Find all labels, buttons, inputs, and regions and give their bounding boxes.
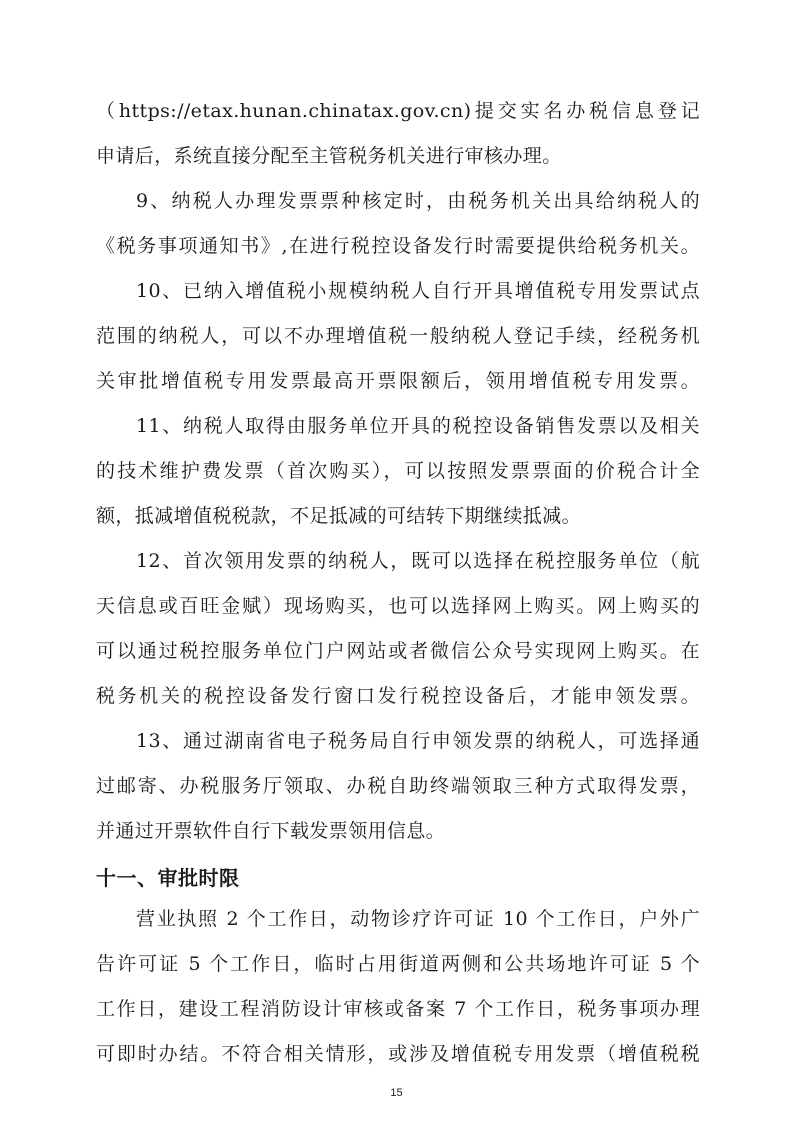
- page-number: 15: [390, 1087, 403, 1099]
- paragraph-13-line-1: 13、通过湖南省电子税务局自行申领发票的纳税人，可选择通: [136, 730, 700, 752]
- paragraph-12-line-3: 可以通过税控服务单位门户网站或者微信公众号实现网上购买。在: [96, 640, 700, 662]
- paragraph-11-line-2: 的技术维护费发票（首次购买），可以按照发票票面的价税合计全: [96, 460, 700, 482]
- section-11-line-3: 工作日，建设工程消防设计审核或备案 7 个工作日，税务事项办理: [96, 998, 700, 1020]
- paragraph-9-line-2: 《税务事项通知书》,在进行税控设备发行时需要提供给税务机关。: [96, 235, 700, 257]
- paragraph-8-line-2: 申请后，系统直接分配至主管税务机关进行审核办理。: [96, 145, 562, 167]
- section-11-line-1: 营业执照 2 个工作日，动物诊疗许可证 10 个工作日，户外广: [136, 908, 700, 930]
- paragraph-10-line-2: 范围的纳税人，可以不办理增值税一般纳税人登记手续，经税务机: [96, 325, 700, 347]
- paragraph-12-line-1: 12、首次领用发票的纳税人，既可以选择在税控服务单位（航: [136, 550, 700, 572]
- paragraph-12-line-4: 税务机关的税控设备发行窗口发行税控设备后，才能申领发票。: [96, 685, 700, 707]
- paragraph-12-line-2: 天信息或百旺金赋）现场购买，也可以选择网上购买。网上购买的: [96, 595, 700, 617]
- paragraph-13-line-3: 并通过开票软件自行下载发票领用信息。: [96, 820, 446, 842]
- paragraph-8-line-1: （https://etax.hunan.chinatax.gov.cn)提交实名办税信息登记: [96, 100, 700, 122]
- paragraph-9-line-1: 9、纳税人办理发票票种核定时，由税务机关出具给纳税人的: [136, 190, 700, 212]
- section-11-line-4: 可即时办结。不符合相关情形，或涉及增值税专用发票（增值税税: [96, 1043, 700, 1065]
- section-heading: 十一、审批时限: [96, 866, 240, 890]
- section-11-line-2: 告许可证 5 个工作日，临时占用街道两侧和公共场地许可证 5 个: [96, 953, 700, 975]
- paragraph-13-line-2: 过邮寄、办税服务厅领取、办税自助终端领取三种方式取得发票，: [96, 775, 700, 797]
- paragraph-10-line-1: 10、已纳入增值税小规模纳税人自行开具增值税专用发票试点: [136, 280, 700, 302]
- paragraph-11-line-3: 额，抵减增值税税款，不足抵减的可结转下期继续抵减。: [96, 505, 582, 527]
- paragraph-10-line-3: 关审批增值税专用发票最高开票限额后，领用增值税专用发票。: [96, 370, 700, 392]
- paragraph-11-line-1: 11、纳税人取得由服务单位开具的税控设备销售发票以及相关: [136, 415, 700, 437]
